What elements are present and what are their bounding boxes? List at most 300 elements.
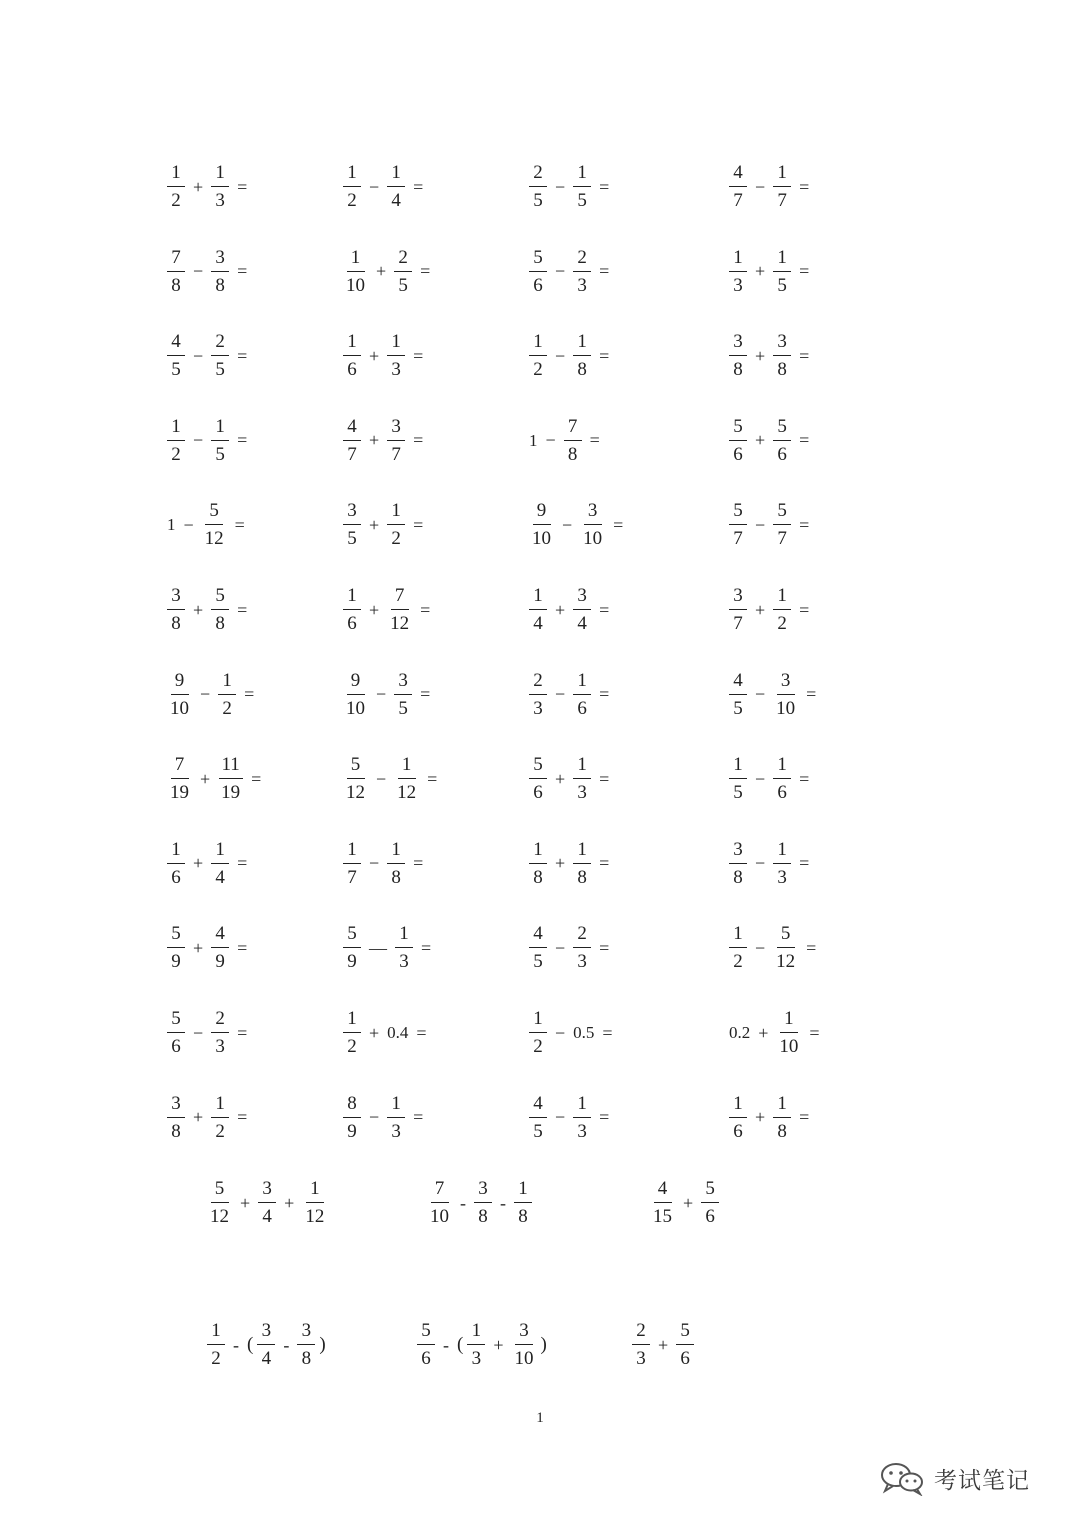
operator: + — [555, 853, 566, 874]
fraction — [297, 1321, 315, 1369]
operator: = — [799, 853, 810, 874]
fraction — [773, 248, 791, 296]
operator: = — [599, 937, 610, 958]
denominator: 12 — [346, 782, 365, 804]
operator: = — [237, 599, 248, 620]
operator: + — [369, 599, 380, 620]
expression — [165, 924, 253, 972]
operator: + — [200, 768, 211, 789]
fraction — [773, 163, 791, 211]
expression — [727, 248, 815, 296]
numerator: 2 — [573, 248, 591, 272]
numerator: 1 — [773, 755, 791, 779]
fraction — [729, 924, 747, 972]
denominator: 7 — [391, 443, 401, 465]
expression — [630, 1321, 696, 1369]
fraction — [511, 1321, 536, 1369]
numerator: 2 — [632, 1321, 650, 1345]
operator: = — [799, 768, 810, 789]
expression — [165, 840, 253, 888]
fraction — [387, 840, 405, 888]
fraction — [729, 671, 747, 719]
operator: = — [251, 768, 262, 789]
numerator: 3 — [394, 671, 412, 695]
numerator: 5 — [773, 501, 791, 525]
expression — [165, 332, 253, 380]
fraction — [211, 332, 229, 380]
numerator: 1 — [729, 248, 747, 272]
expression — [527, 417, 606, 465]
fraction — [207, 1179, 232, 1227]
operator: = — [237, 176, 248, 197]
expression — [205, 1179, 329, 1227]
numerator: 5 — [211, 1179, 229, 1203]
fraction — [343, 1094, 361, 1142]
operator: = — [799, 514, 810, 535]
denominator: 6 — [777, 443, 787, 465]
denominator: 3 — [533, 697, 543, 719]
operator: − — [562, 514, 573, 535]
fraction — [573, 671, 591, 719]
operator: + — [755, 430, 766, 451]
denominator: 3 — [577, 782, 587, 804]
fraction — [394, 671, 412, 719]
fraction — [773, 755, 791, 803]
denominator: 8 — [567, 443, 578, 465]
expression — [527, 1009, 619, 1057]
fraction — [632, 1321, 650, 1369]
numerator: 1 — [729, 755, 747, 779]
fraction — [343, 332, 361, 380]
denominator: 12 — [210, 1206, 229, 1227]
numerator: 7 — [167, 248, 185, 272]
expression — [165, 755, 267, 803]
numerator: 4 — [729, 163, 747, 187]
numerator: 3 — [729, 840, 747, 864]
denominator: 7 — [347, 443, 357, 465]
fraction — [573, 1094, 591, 1142]
denominator: 12 — [397, 782, 417, 804]
numerator: 1 — [211, 840, 229, 864]
expression — [527, 332, 615, 380]
fraction — [258, 1179, 276, 1227]
denominator: 5 — [577, 190, 587, 211]
numerator: 1 — [218, 671, 236, 695]
denominator: 2 — [347, 190, 357, 211]
denominator: 7 — [777, 190, 787, 211]
expression — [727, 163, 815, 211]
fraction — [211, 1009, 229, 1057]
operator: + — [240, 1192, 251, 1213]
fraction — [729, 755, 747, 803]
numerator: 3 — [515, 1321, 533, 1345]
numerator: 1 — [167, 417, 185, 441]
numerator: 11 — [219, 755, 243, 779]
operator: - — [500, 1192, 506, 1213]
numerator: 9 — [347, 671, 365, 695]
denominator: 7 — [347, 866, 357, 888]
number: 0.4 — [387, 1023, 409, 1042]
fraction — [729, 586, 747, 634]
fraction — [773, 924, 798, 972]
fraction — [573, 163, 591, 211]
numerator: 1 — [398, 755, 416, 779]
expression — [165, 248, 253, 296]
fraction — [701, 1179, 719, 1227]
numerator: 5 — [777, 924, 795, 948]
expression — [727, 671, 822, 719]
numerator: 3 — [211, 248, 229, 272]
fraction — [427, 1179, 452, 1227]
fraction — [573, 586, 591, 634]
operator: - — [283, 1334, 290, 1355]
operator: = — [413, 514, 424, 535]
denominator: 2 — [171, 443, 181, 465]
denominator: 10 — [532, 528, 551, 550]
fraction — [343, 924, 361, 972]
operator: = — [806, 684, 817, 705]
denominator: 6 — [171, 1036, 181, 1057]
denominator: 5 — [215, 359, 225, 381]
operator: = — [599, 853, 610, 874]
operator: − — [545, 430, 556, 451]
fraction — [729, 163, 747, 211]
parenthesis: ) — [319, 1334, 326, 1355]
expression — [425, 1179, 534, 1227]
denominator: 8 — [478, 1206, 488, 1227]
fraction — [211, 417, 229, 465]
numerator: 1 — [343, 1009, 361, 1033]
numerator: 3 — [573, 586, 591, 610]
operator: = — [589, 430, 600, 451]
denominator: 10 — [779, 1036, 799, 1057]
operator: + — [755, 1107, 766, 1128]
operator: = — [237, 1022, 248, 1043]
numerator: 1 — [729, 1094, 747, 1118]
numerator: 1 — [211, 163, 229, 187]
numerator: 5 — [205, 501, 223, 525]
expression — [527, 501, 629, 549]
denominator: 2 — [222, 697, 232, 719]
fraction — [167, 417, 185, 465]
operator: = — [237, 1107, 248, 1128]
denominator: 2 — [211, 1348, 221, 1369]
numerator: 1 — [573, 332, 591, 356]
operator: = — [599, 684, 610, 705]
operator: = — [420, 684, 431, 705]
denominator: 6 — [533, 782, 543, 804]
denominator: 19 — [221, 782, 241, 804]
expression — [415, 1321, 549, 1369]
number: 1 — [529, 430, 538, 450]
expression — [527, 163, 615, 211]
numerator: 3 — [343, 501, 361, 525]
numerator: 3 — [777, 671, 795, 695]
denominator: 6 — [421, 1348, 431, 1369]
denominator: 3 — [577, 274, 587, 296]
numerator: 5 — [729, 501, 747, 525]
denominator: 5 — [533, 190, 543, 211]
fraction — [343, 163, 361, 211]
denominator: 19 — [170, 782, 189, 804]
operator: = — [799, 176, 810, 197]
fraction — [573, 332, 591, 380]
numerator: 1 — [514, 1179, 532, 1203]
denominator: 5 — [215, 443, 225, 465]
denominator: 6 — [347, 359, 357, 381]
operator: + — [683, 1192, 694, 1213]
numerator: 1 — [207, 1321, 225, 1345]
expression — [527, 671, 615, 719]
operator: = — [613, 514, 624, 535]
parenthesis: ) — [540, 1334, 547, 1355]
fraction — [580, 501, 605, 549]
operator: − — [183, 514, 194, 535]
denominator: 3 — [471, 1348, 482, 1369]
operator: = — [413, 176, 424, 197]
expression — [648, 1179, 721, 1227]
fraction — [167, 924, 185, 972]
operator: − — [193, 345, 204, 366]
denominator: 5 — [733, 697, 743, 719]
operator: − — [376, 768, 387, 789]
operator: − — [555, 261, 566, 282]
fraction — [167, 1094, 185, 1142]
fraction — [218, 671, 236, 719]
numerator: 1 — [343, 840, 361, 864]
fraction — [773, 417, 791, 465]
operator: = — [244, 684, 255, 705]
operator: = — [599, 345, 610, 366]
expression — [341, 755, 443, 803]
numerator: 1 — [573, 671, 591, 695]
fraction — [529, 501, 554, 549]
denominator: 8 — [171, 1120, 181, 1142]
operator: + — [758, 1022, 769, 1043]
expression — [165, 1009, 253, 1057]
numerator: 3 — [729, 332, 747, 356]
denominator: 8 — [733, 866, 743, 888]
expression — [727, 332, 815, 380]
fraction — [773, 332, 791, 380]
denominator: 10 — [583, 528, 603, 550]
denominator: 3 — [391, 1120, 401, 1142]
operator: − — [376, 684, 387, 705]
operator: = — [237, 937, 248, 958]
numerator: 1 — [573, 755, 591, 779]
operator: = — [599, 261, 610, 282]
operator: − — [369, 176, 380, 197]
expression — [527, 755, 615, 803]
fraction — [529, 671, 547, 719]
expression — [341, 1009, 433, 1057]
numerator: 1 — [387, 501, 405, 525]
operator: = — [420, 261, 431, 282]
denominator: 8 — [391, 866, 401, 888]
expression — [165, 163, 253, 211]
expression — [165, 586, 253, 634]
expression — [341, 671, 436, 719]
fraction — [514, 1179, 532, 1227]
numerator: 1 — [573, 1094, 591, 1118]
denominator: 4 — [215, 866, 225, 888]
denominator: 8 — [777, 359, 787, 381]
fraction — [529, 755, 547, 803]
numerator: 1 — [387, 1094, 405, 1118]
operator: − — [555, 937, 566, 958]
operator: + — [755, 599, 766, 620]
numerator: 3 — [773, 332, 791, 356]
denominator: 5 — [733, 782, 743, 804]
expression — [527, 924, 615, 972]
denominator: 6 — [171, 866, 181, 888]
denominator: 3 — [215, 190, 225, 211]
operator: + — [193, 937, 204, 958]
denominator: 3 — [577, 951, 587, 973]
fraction — [167, 840, 185, 888]
fraction — [474, 1179, 492, 1227]
operator: + — [658, 1334, 669, 1355]
denominator: 5 — [347, 528, 357, 550]
numerator: 2 — [211, 332, 229, 356]
denominator: 5 — [777, 274, 787, 296]
numerator: 1 — [780, 1009, 798, 1033]
fraction — [343, 248, 368, 296]
numerator: 1 — [387, 332, 405, 356]
numerator: 5 — [529, 248, 547, 272]
operator: − — [755, 937, 766, 958]
numerator: 7 — [431, 1179, 449, 1203]
fraction — [417, 1321, 435, 1369]
fraction — [202, 501, 227, 549]
expression — [165, 1094, 253, 1142]
fraction — [387, 586, 412, 634]
expression — [527, 248, 615, 296]
numerator: 5 — [676, 1321, 694, 1345]
page-number: 1 — [536, 1410, 544, 1426]
denominator: 8 — [533, 866, 543, 888]
numerator: 5 — [701, 1179, 719, 1203]
denominator: 7 — [733, 190, 743, 211]
numerator: 3 — [297, 1321, 315, 1345]
operator: − — [369, 1107, 380, 1128]
operator: + — [193, 853, 204, 874]
expression — [527, 1094, 615, 1142]
fraction — [529, 586, 547, 634]
denominator: 2 — [533, 1036, 543, 1057]
fraction — [573, 248, 591, 296]
fraction — [729, 248, 747, 296]
operator: + — [755, 345, 766, 366]
numerator: 2 — [573, 924, 591, 948]
denominator: 8 — [215, 274, 225, 296]
numerator: 1 — [529, 1009, 547, 1033]
denominator: 12 — [390, 613, 410, 634]
numerator: 1 — [529, 840, 547, 864]
numerator: 3 — [258, 1179, 276, 1203]
denominator: 2 — [391, 528, 401, 550]
expression — [341, 163, 429, 211]
denominator: 9 — [171, 951, 181, 973]
fraction — [211, 840, 229, 888]
expression — [527, 586, 615, 634]
operator: — — [369, 937, 387, 958]
denominator: 12 — [776, 951, 796, 973]
denominator: 2 — [215, 1120, 225, 1142]
numerator: 7 — [171, 755, 189, 779]
numerator: 4 — [343, 417, 361, 441]
expression — [727, 501, 815, 549]
numerator: 1 — [773, 840, 791, 864]
denominator: 5 — [398, 274, 408, 296]
numerator: 4 — [529, 924, 547, 948]
expression — [341, 840, 429, 888]
fraction — [257, 1321, 275, 1369]
operator: = — [237, 430, 248, 451]
denominator: 15 — [653, 1206, 672, 1227]
expression — [727, 1094, 815, 1142]
number: 0.5 — [573, 1023, 595, 1042]
denominator: 8 — [171, 613, 181, 634]
numerator: 1 — [729, 924, 747, 948]
denominator: 4 — [577, 613, 587, 634]
numerator: 1 — [573, 163, 591, 187]
expression — [527, 840, 615, 888]
operator: + — [376, 261, 387, 282]
fraction — [529, 248, 547, 296]
operator: − — [193, 430, 204, 451]
fraction — [218, 755, 243, 803]
parenthesis: ( — [457, 1334, 464, 1355]
denominator: 10 — [346, 274, 365, 296]
fraction — [207, 1321, 225, 1369]
denominator: 8 — [518, 1206, 528, 1227]
numerator: 4 — [529, 1094, 547, 1118]
operator: = — [413, 430, 424, 451]
fraction — [167, 671, 192, 719]
numerator: 7 — [564, 417, 582, 441]
fraction — [729, 417, 747, 465]
numerator: 8 — [343, 1094, 361, 1118]
watermark-text: 考试笔记 — [934, 1467, 1030, 1494]
fraction — [343, 755, 368, 803]
numerator: 3 — [257, 1321, 275, 1345]
numerator: 5 — [167, 924, 185, 948]
operator: = — [427, 768, 438, 789]
operator: + — [193, 1107, 204, 1128]
denominator: 8 — [215, 613, 225, 634]
fraction — [167, 163, 185, 211]
denominator: 10 — [346, 697, 365, 719]
operator: = — [799, 261, 810, 282]
operator: = — [809, 1022, 820, 1043]
numerator: 3 — [584, 501, 602, 525]
operator: = — [599, 176, 610, 197]
operator: − — [555, 345, 566, 366]
fraction — [343, 840, 361, 888]
operator: − — [369, 853, 380, 874]
denominator: 6 — [533, 274, 543, 296]
fraction — [773, 1094, 791, 1142]
operator: = — [413, 345, 424, 366]
fraction — [564, 417, 582, 465]
denominator: 7 — [733, 528, 743, 550]
operator: - — [460, 1192, 466, 1213]
fraction — [773, 586, 791, 634]
fraction — [676, 1321, 694, 1369]
denominator: 5 — [171, 359, 181, 381]
fraction — [387, 1094, 405, 1142]
